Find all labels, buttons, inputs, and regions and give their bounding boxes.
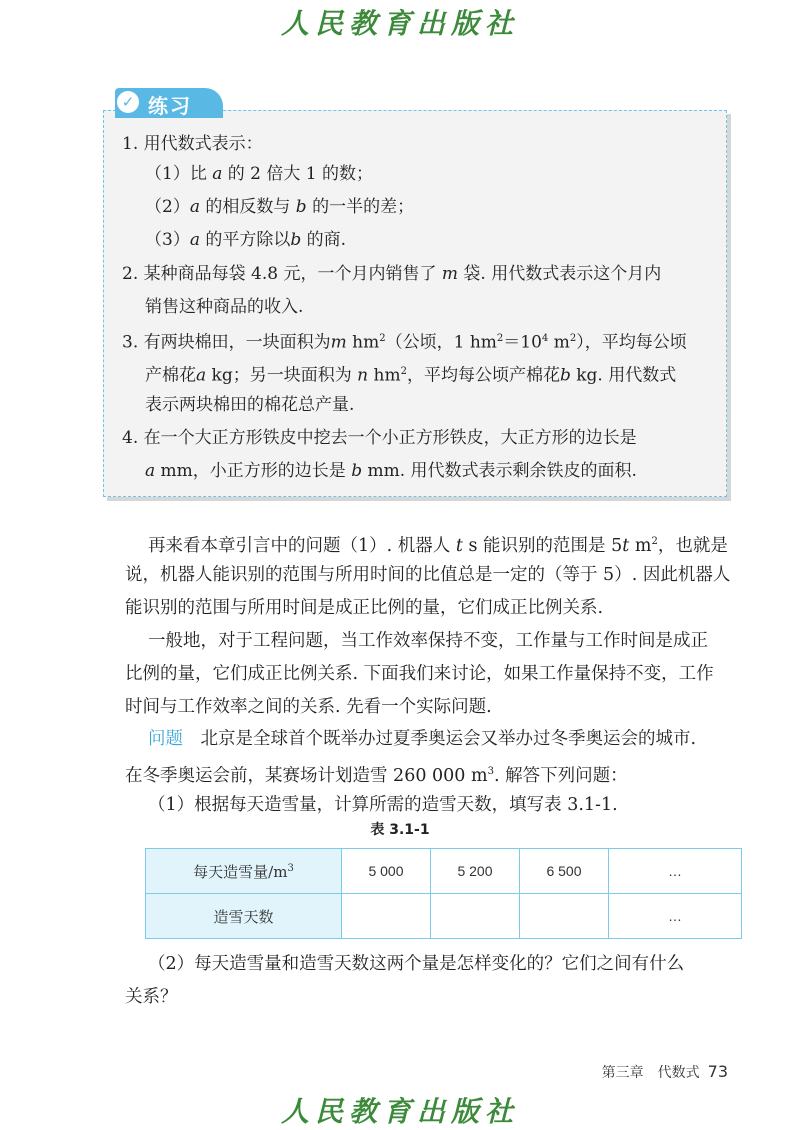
table-row-header: 造雪天数 [146, 894, 342, 939]
table-cell: 5 200 [431, 849, 520, 894]
paragraph-1-line-1: 再来看本章引言中的问题（1）. 机器人 t s 能识别的范围是 5t $m^2$，也就是 [148, 535, 728, 556]
table-row-header: 每天造雪量$/m^3$ [146, 849, 342, 894]
publisher-logo-bottom: 人民教育出版社 [280, 1095, 519, 1128]
snow-table [145, 848, 742, 939]
problem-label: 问题 [148, 729, 183, 749]
table-cell [342, 894, 431, 939]
table-cell [431, 894, 520, 939]
problem-question-1: （1）根据每天造雪量，计算所需的造雪天数，填写表 3.1-1. [148, 795, 618, 815]
exercise-q3-cont2: 表示两块棉田的棉花总产量. [145, 395, 355, 415]
table-cell: … [609, 894, 742, 939]
table-row [146, 849, 742, 894]
table-cell: … [609, 849, 742, 894]
table-caption: 表 3.1-1 [370, 822, 430, 838]
table-cell [520, 894, 609, 939]
exercise-q1-2: （2）a 的相反数与 b 的一半的差； [145, 197, 415, 217]
exercise-q2-cont: 销售这种商品的收入. [145, 297, 304, 317]
chapter-label: 第三章 代数式 [601, 1065, 700, 1081]
table-row [146, 894, 742, 939]
question-2-line-2: 关系？ [125, 987, 178, 1007]
paragraph-1-line-3: 能识别的范围与所用时间是成正比例的量，它们成正比例关系. [125, 598, 604, 618]
page-footer [602, 1062, 728, 1082]
publisher-logo-top: 人民教育出版社 [280, 7, 519, 40]
paragraph-1-line-2: 说，机器人能识别的范围与所用时间的比值总是一定的（等于 5）. 因此机器人 [125, 565, 731, 585]
paragraph-2-line-2: 比例的量，它们成正比例关系. 下面我们来讨论，如果工作量保持不变，工作 [125, 664, 714, 684]
exercise-q3: 3. 有两块棉田，一块面积为m $hm^2$（公顷，1 $hm^2=10^4$ $m^2$），平均每公顷 [122, 332, 687, 353]
paragraph-2-line-1: 一般地，对于工程问题，当工作效率保持不变，工作量与工作时间是成正 [148, 631, 708, 651]
exercise-q1-3: （3）a 的平方除以b 的商. [145, 230, 347, 250]
exercise-q4: 4. 在一个大正方形铁皮中挖去一个小正方形铁皮，大正方形的边长是 [122, 428, 637, 448]
table-cell: 6 500 [520, 849, 609, 894]
check-icon: ✓ [117, 91, 139, 113]
problem-line-2: 在冬季奥运会前，某赛场计划造雪 260 000 $m^3$. 解答下列问题： [125, 765, 628, 786]
exercise-q4-cont: a mm，小正方形的边长是 b mm. 用代数式表示剩余铁皮的面积. [145, 461, 637, 481]
paragraph-2-line-3: 时间与工作效率之间的关系. 先看一个实际问题. [125, 697, 492, 717]
exercise-q1-1: （1）比 a 的 2 倍大 1 的数； [145, 164, 374, 184]
exercise-q3-cont: 产棉花a kg；另一块面积为 n $hm^2$，平均每公顷产棉花b kg. 用代数式 [145, 365, 677, 386]
table-cell: 5 000 [342, 849, 431, 894]
exercise-q2: 2. 某种商品每袋 4.8 元，一个月内销售了 m 袋. 用代数式表示这个月内 [122, 264, 662, 284]
problem-line-1: 问题 北京是全球首个既举办过夏季奥运会又举办过冬季奥运会的城市. [148, 729, 697, 749]
question-2-line-1: （2）每天造雪量和造雪天数这两个量是怎样变化的？它们之间有什么 [148, 954, 685, 974]
exercise-title: 练习 [148, 94, 192, 118]
exercise-q1: 1. 用代数式表示： [122, 134, 263, 154]
page-number: 73 [707, 1062, 728, 1081]
